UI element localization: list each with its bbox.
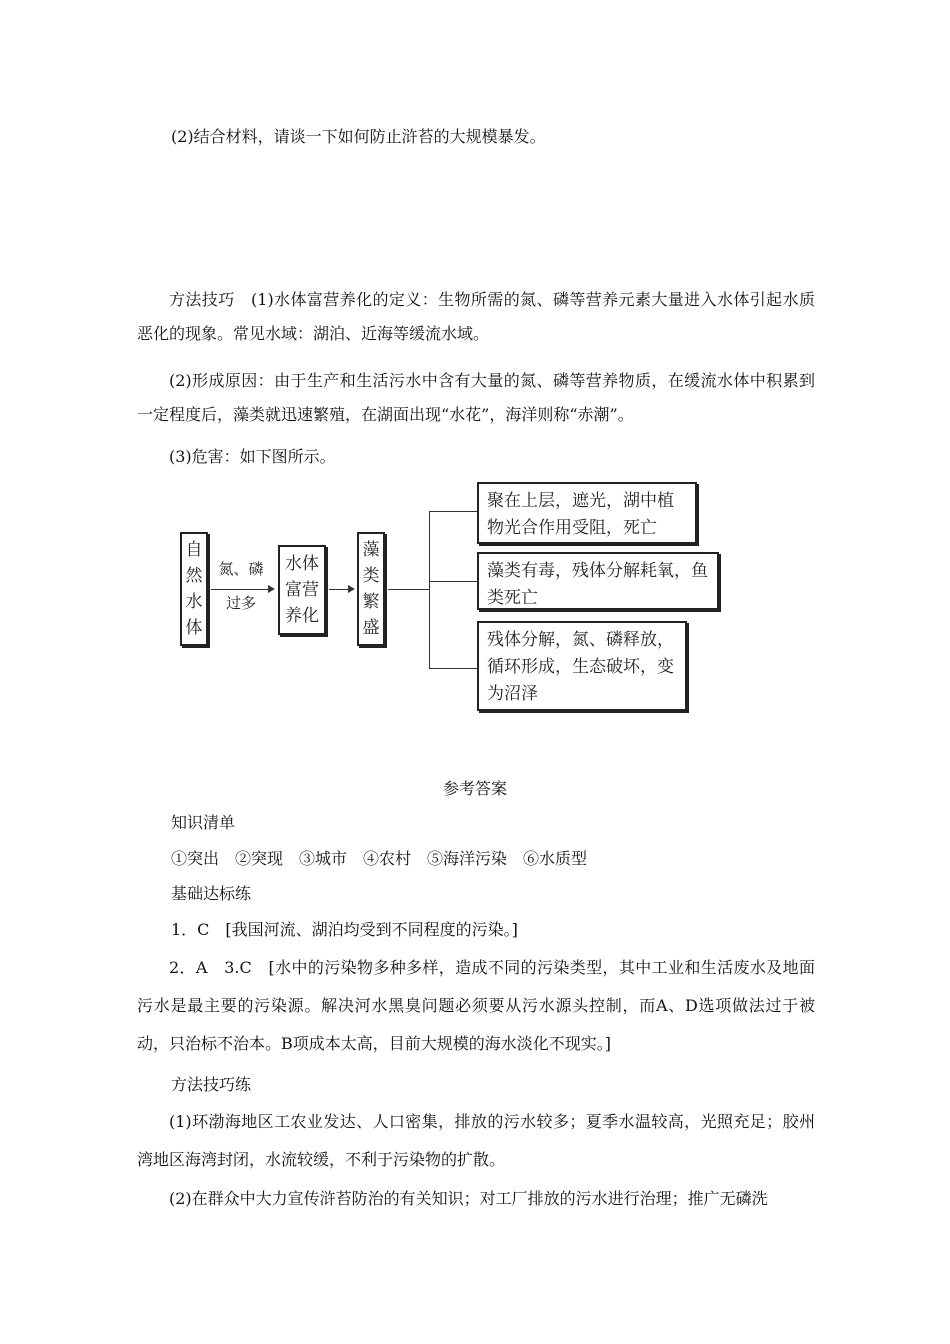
method-paragraph-2: (2)形成原因：由于生产和生活污水中含有大量的氮、磷等营养物质，在缓流水体中积累到一定程度后，藻类就迅速繁殖，在湖面出现“水花”，海洋则称“赤潮”。 — [137, 371, 815, 424]
method-paragraph-3: (3)危害：如下图所示。 — [169, 447, 336, 466]
arrow-line-2 — [329, 589, 349, 590]
method-answer-2: (2)在群众中大力宣传浒苔防治的有关知识；对工厂排放的污水进行治理；推广无磷洗 — [169, 1189, 768, 1208]
branch-2 — [429, 581, 477, 582]
eutrophication-box: 水体 富营 养化 — [278, 545, 326, 635]
effect-box-3: 残体分解，氮、磷释放，循环形成，生态破坏，变为沼泽 — [477, 621, 687, 711]
knowledge-heading: 知识清单 — [171, 813, 236, 832]
natural-water-box: 自 然 水 体 — [180, 532, 208, 646]
answer-1: 1．C [我国河流、湖泊均受到不同程度的污染。] — [171, 920, 518, 939]
branch-3 — [429, 668, 477, 669]
method-practice-heading: 方法技巧练 — [171, 1075, 252, 1094]
arrow-label-top: 氮、磷 — [218, 560, 264, 578]
arrow-line-1 — [211, 589, 269, 590]
branch-1 — [429, 511, 477, 512]
arrow-head-2 — [348, 585, 355, 593]
method-answer-1: (1)环渤海地区工农业发达、人口密集，排放的污水较多；夏季水温较高，光照充足；胶州湾地区海湾封闭，水流较缓，不利于污染物的扩散。 — [137, 1112, 815, 1169]
question-2: (2)结合材料，请谈一下如何防止浒苔的大规模暴发。 — [171, 127, 546, 146]
basic-heading: 基础达标练 — [171, 884, 252, 903]
effect-box-1: 聚在上层，遮光，湖中植物光合作用受阻，死亡 — [477, 482, 697, 544]
arrow-label-bottom: 过多 — [225, 594, 256, 612]
answer-2-3: 2．A 3.C [水中的污染物多种多样，造成不同的污染类型，其中工业和生活废水及地面污水是最主要的污染源。解决河水黑臭问题必须要从污水源头控制，而A、D选项做法过于被动，只治标不治本。B项成本太高，目前大规模的海水淡化不现实。] — [137, 958, 815, 1053]
effect-box-2: 藻类有毒，残体分解耗氧，鱼类死亡 — [477, 552, 719, 610]
eutrophication-diagram — [178, 478, 723, 718]
branch-stem — [388, 589, 429, 590]
algae-bloom-box: 藻 类 繁 盛 — [357, 532, 385, 646]
answers-title: 参考答案 — [442, 779, 507, 798]
method-paragraph-1: 方法技巧 (1)水体富营养化的定义：生物所需的氮、磷等营养元素大量进入水体引起水质恶化的现象。常见水域：湖泊、近海等缓流水域。 — [137, 290, 815, 343]
branch-trunk — [429, 511, 430, 668]
knowledge-items: ①突出 ②突现 ③城市 ④农村 ⑤海洋污染 ⑥水质型 — [171, 849, 588, 868]
